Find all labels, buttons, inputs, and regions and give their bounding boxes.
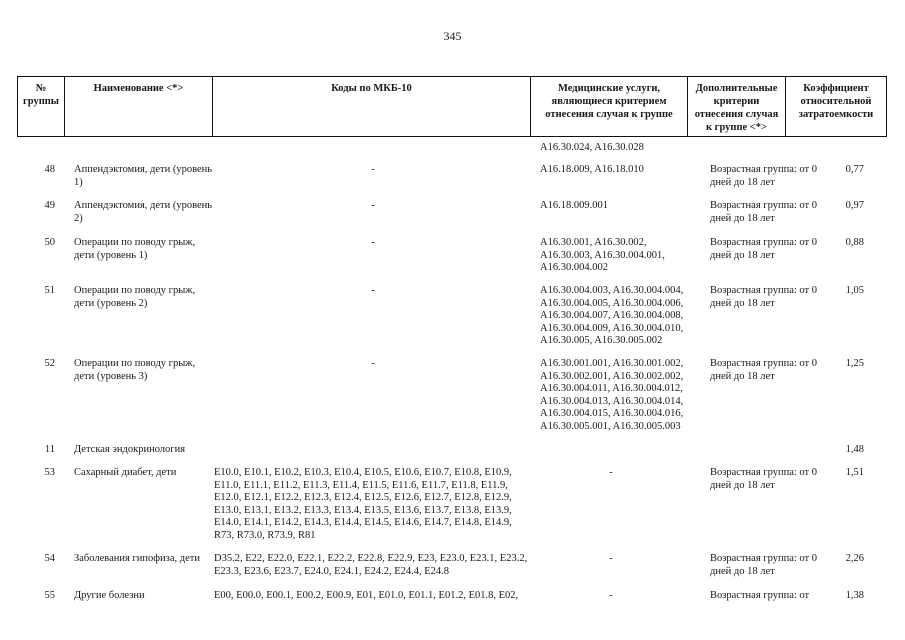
cell-criteria: Возрастная группа: от 0 дней до 18 лет bbox=[710, 467, 817, 491]
cell-services: - bbox=[609, 467, 613, 478]
cell-icd-codes: - bbox=[371, 200, 375, 211]
cell-group-number: 11 bbox=[44, 444, 55, 455]
cell-criteria: Возрастная группа: от 0 дней до 18 лет bbox=[710, 285, 817, 309]
cell-group-number: 55 bbox=[44, 590, 55, 601]
cell-name: Заболевания гипофиза, дети bbox=[74, 553, 200, 564]
cell-group-number: 53 bbox=[44, 467, 55, 478]
cell-services: A16.30.004.003, A16.30.004.004, A16.30.004.005, A16.30.004.006, A16.30.004.007, A16.30.004.008, A16.30.004.009, A16.30.004.010, A16.30.005, A16.30.005.002 bbox=[540, 285, 684, 347]
cell-services: A16.30.001.001, A16.30.001.002, A16.30.002.001, A16.30.002.002, A16.30.004.011, A16.30.004.012, A16.30.004.013, A16.30.004.014, A16.30.004.015, A16.30.004.016, A16.30.005.001, A16.30.005.003 bbox=[540, 358, 684, 432]
cell-services: A16.18.009.001 bbox=[540, 200, 608, 211]
cell-name: Другие болезни bbox=[74, 590, 145, 601]
header-icd-codes: Коды по МКБ-10 bbox=[213, 77, 531, 137]
cell-group-number: 48 bbox=[44, 164, 55, 175]
cell-coefficient: 0,77 bbox=[845, 164, 864, 175]
cell-group-number: 50 bbox=[44, 237, 55, 248]
cell-criteria: Возрастная группа: от 0 дней до 18 лет bbox=[710, 164, 817, 188]
page-number: 345 bbox=[443, 29, 462, 43]
cell-group-number: 49 bbox=[44, 200, 55, 211]
header-name: Наименование <*> bbox=[65, 77, 213, 137]
cell-coefficient: 0,88 bbox=[845, 237, 864, 248]
cell-icd-codes: - bbox=[371, 358, 375, 369]
cell-coefficient: 0,97 bbox=[845, 200, 864, 211]
cell-services: A16.18.009, A16.18.010 bbox=[540, 164, 644, 175]
cell-criteria: Возрастная группа: от bbox=[710, 590, 810, 601]
cell-coefficient: 1,25 bbox=[845, 358, 864, 369]
header-additional-criteria: Дополнительные критерии отнесения случая к группе <*> bbox=[688, 77, 786, 137]
cell-group-number: 54 bbox=[44, 553, 55, 564]
cell-coefficient: 1,05 bbox=[845, 285, 864, 296]
table-header bbox=[17, 76, 887, 137]
cell-criteria: Возрастная группа: от 0 дней до 18 лет bbox=[710, 553, 817, 577]
header-group-number: № группы bbox=[18, 77, 65, 137]
cell-criteria: Возрастная группа: от 0 дней до 18 лет bbox=[710, 358, 817, 382]
cell-criteria: Возрастная группа: от 0 дней до 18 лет bbox=[710, 200, 817, 224]
cell-name: Аппендэктомия, дети (уровень 2) bbox=[74, 200, 213, 224]
cell-name: Сахарный диабет, дети bbox=[74, 467, 177, 478]
cell-icd-codes: E00, E00.0, E00.1, E00.2, E00.9, E01, E01.0, E01.1, E01.2, E01.8, E02, bbox=[214, 590, 519, 601]
cell-icd-codes: - bbox=[371, 285, 375, 296]
header-medical-services: Медицинские услуги, являющиеся критерием отнесения случая к группе bbox=[531, 77, 688, 137]
cell-name: Операции по поводу грыж, дети (уровень 2) bbox=[74, 285, 196, 309]
cell-services: - bbox=[609, 553, 613, 564]
cell-icd-codes: E10.0, E10.1, E10.2, E10.3, E10.4, E10.5, E10.6, E10.7, E10.8, E10.9, E11.0, E11.1, E11.2, E11.3, E11.4, E11.5, E11.6, E11.7, E11.8, E11.9, E12.0, E12.1, E12.2, E12.3, E12.4, E12.5, E12.6, E12.7, E12.8, E12.9, E13.0, E13.1, E13.2, E13.3, E13.4, E13.5, E13.6, E13.7, E13.8, E13.9, E14.0, E14.1, E14.2, E14.3, E14.4, E14.5, E14.6, E14.7, E14.8, E14.9, R73, R73.0, R73.9, R81 bbox=[214, 467, 512, 541]
header-cost-coefficient: Коэффициент относительной затратоемкости bbox=[786, 77, 887, 137]
cell-services: - bbox=[609, 590, 613, 601]
cell-icd-codes: - bbox=[371, 164, 375, 175]
cell-name: Операции по поводу грыж, дети (уровень 1) bbox=[74, 237, 196, 261]
cell-coefficient: 1,38 bbox=[845, 590, 864, 601]
cell-name: Детская эндокринология bbox=[74, 444, 186, 455]
cell-group-number: 51 bbox=[44, 285, 55, 296]
cell-services: A16.30.001, A16.30.002, A16.30.003, A16.30.004.001, A16.30.004.002 bbox=[540, 237, 665, 274]
cell-icd-codes: D35.2, E22, E22.0, E22.1, E22.2, E22.8, E22.9, E23, E23.0, E23.1, E23.2, E23.3, E23.6, E23.7, E24.0, E24.1, E24.2, E24.4, E24.8 bbox=[214, 553, 528, 577]
cell-name: Операции по поводу грыж, дети (уровень 3) bbox=[74, 358, 196, 382]
cell-icd-codes: - bbox=[371, 237, 375, 248]
cell-coefficient: 1,51 bbox=[845, 467, 864, 478]
cell-coefficient: 1,48 bbox=[845, 444, 864, 455]
cell-coefficient: 2,26 bbox=[845, 553, 864, 564]
cell-group-number: 52 bbox=[44, 358, 55, 369]
cell-services: A16.30.024, A16.30.028 bbox=[540, 142, 644, 153]
cell-name: Аппендэктомия, дети (уровень 1) bbox=[74, 164, 213, 188]
cell-criteria: Возрастная группа: от 0 дней до 18 лет bbox=[710, 237, 817, 261]
